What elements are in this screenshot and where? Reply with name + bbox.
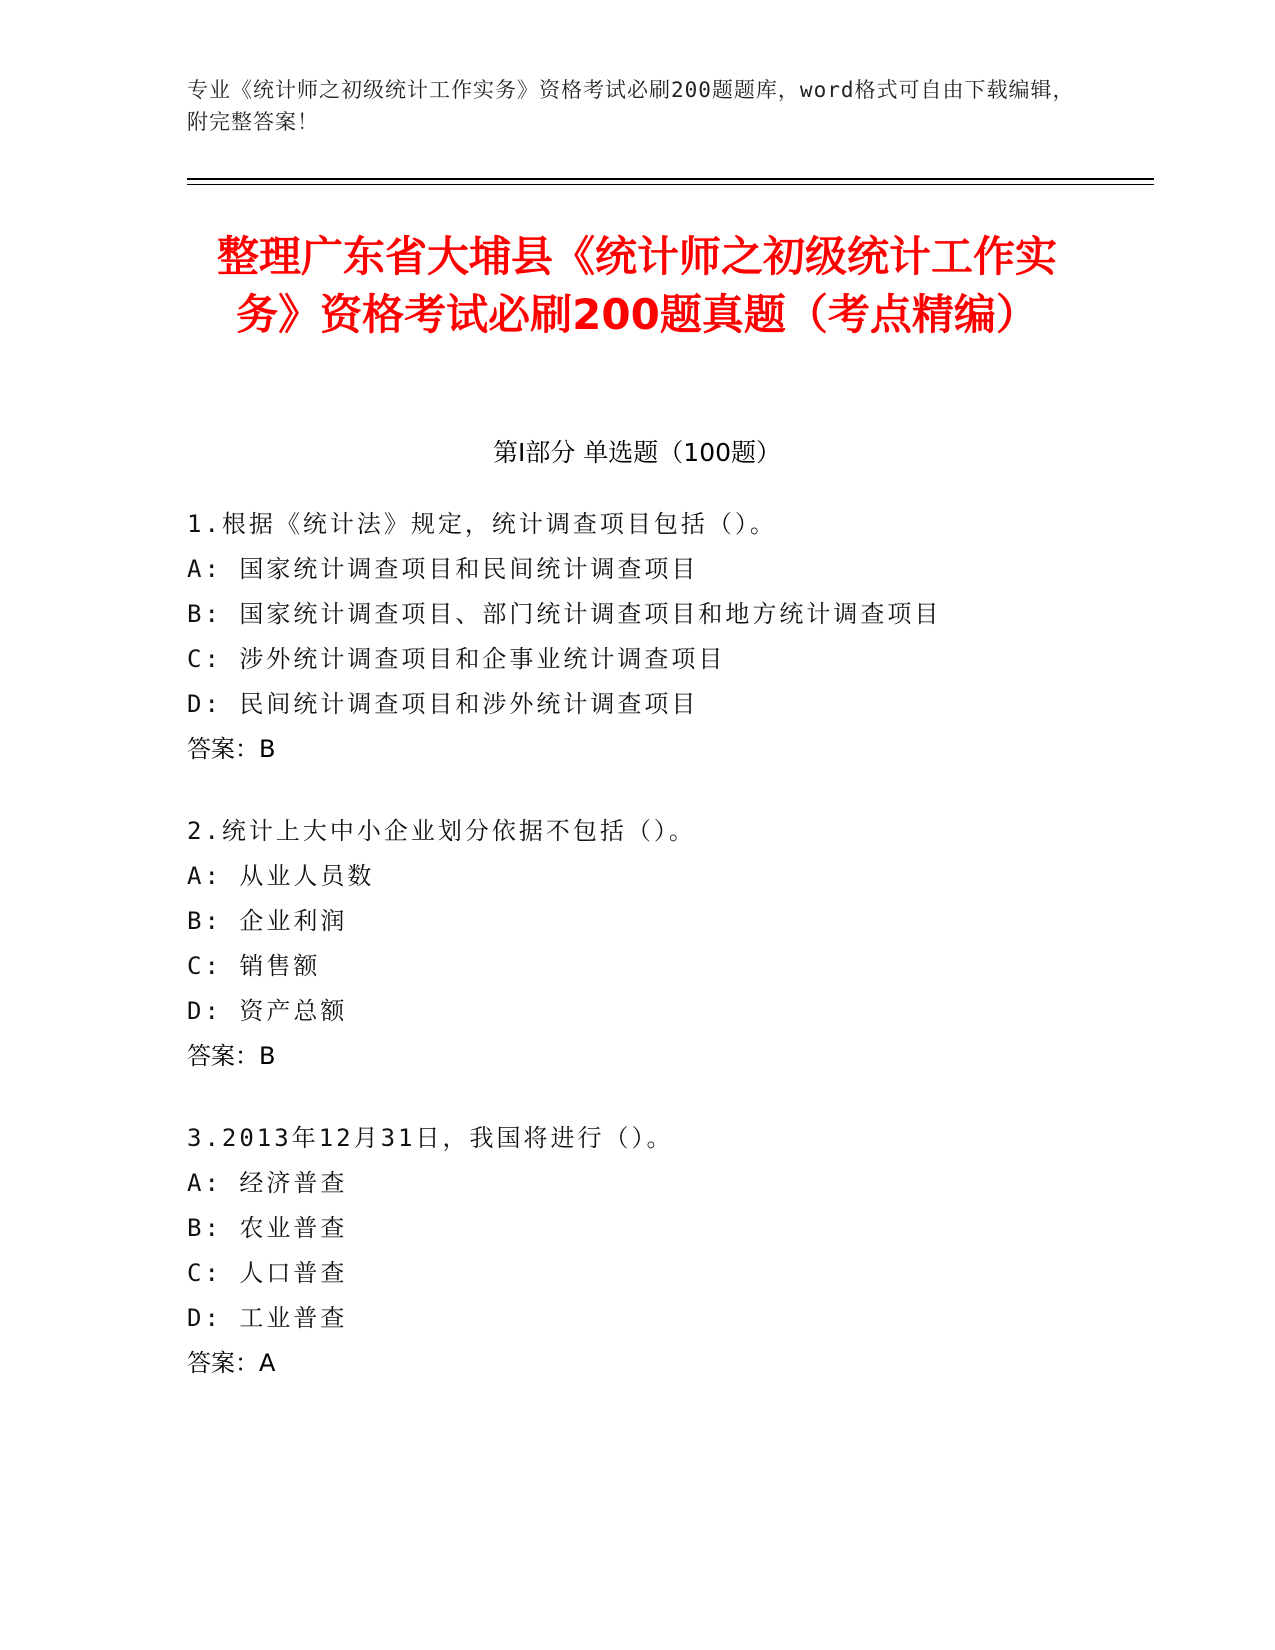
question-stem: 3.2013年12月31日，我国将进行（）。 [187,1124,674,1152]
option-c: C: 销售额 [187,952,321,980]
header-rule-thick [187,178,1154,180]
option-c: C: 涉外统计调查项目和企事业统计调查项目 [187,645,726,673]
question-3 [187,1116,1187,1386]
option-b: B: 国家统计调查项目、部门统计调查项目和地方统计调查项目 [187,600,942,628]
option-c: C: 人口普查 [187,1259,348,1287]
document-title: 整理广东省大埔县《统计师之初级统计工作实务》资格考试必刷200题真题（考点精编） [216,232,1057,339]
option-a: A: 从业人员数 [187,862,375,890]
question-1 [187,502,1187,772]
section-heading: 第I部分 单选题（100题） [492,438,782,467]
question-2 [187,809,1187,1079]
question-stem: 1.根据《统计法》规定，统计调查项目包括（）。 [187,510,777,538]
option-d: D: 资产总额 [187,997,348,1025]
option-b: B: 企业利润 [187,907,348,935]
answer: 答案：A [187,1349,276,1377]
answer: 答案：B [187,735,276,763]
option-b: B: 农业普查 [187,1214,348,1242]
option-a: A: 国家统计调查项目和民间统计调查项目 [187,555,699,583]
option-d: D: 工业普查 [187,1304,348,1332]
header-rule-thin [187,184,1154,185]
option-d: D: 民间统计调查项目和涉外统计调查项目 [187,690,699,718]
header-note: 专业《统计师之初级统计工作实务》资格考试必刷200题题库，word格式可自由下载编辑，附完整答案！ [187,78,1075,134]
option-a: A: 经济普查 [187,1169,348,1197]
question-stem: 2.统计上大中小企业划分依据不包括（）。 [187,817,696,845]
answer: 答案：B [187,1042,276,1070]
